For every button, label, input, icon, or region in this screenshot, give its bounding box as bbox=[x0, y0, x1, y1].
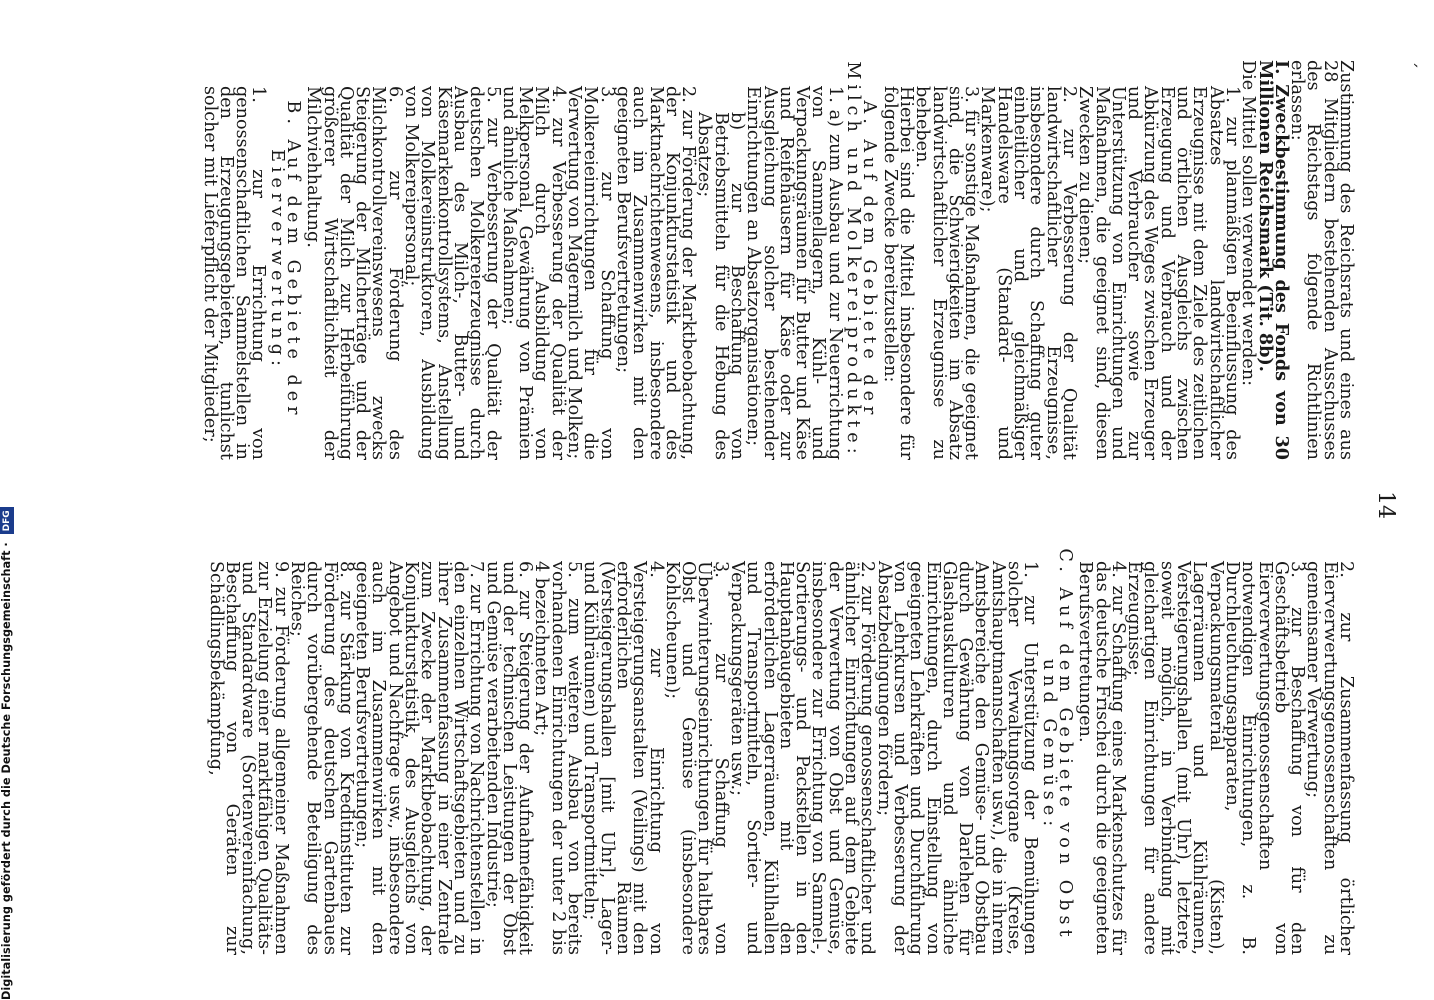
list-item: 8. zur Stärkung von Kreditinstituten zur Förderung des deutschen Gartenbaues durch vorübergehende Beteiligung des Reiches; bbox=[287, 561, 356, 955]
list-item: 3. für sonstige Maßnahmen, die geeignet sind, die Schwierigkeiten im Absatz landwirtschaftlicher Erzeugnisse zu beheben. bbox=[912, 86, 982, 460]
list-item: 4. zur Einrichtung von Versteigerungsanstalten (Veilings) mit den erforderlichen Räumen (Versteigerungshallen [mit Uhr], Lager- und Kühlräumen) und Transportmitteln; bbox=[580, 561, 666, 955]
list-item: 3. zur Schaffung von Molkereieinrichtungen für die Verwertung von Magermilch und Molken; bbox=[564, 86, 617, 460]
list-item: 2. zur Verbesserung der Qualität landwirtschaftlicher Erzeugnisse, insbesondere durch Schaffung guter einheitlicher und gleichmäßiger Handelsware (Standard- und Markenware); bbox=[977, 86, 1079, 460]
list-item: 1. zur Errichtung von genossenschaftlichen Sammelstellen in den Erzeugungsgebieten, tunlichst solcher mit Lieferpflicht der Mitglieder; bbox=[199, 86, 269, 460]
list-item: 2. zur Zusammenfassung örtlicher Eierverwertungsgenossenschaften zu gemeinsamer Verwertung; bbox=[1303, 561, 1356, 955]
dfg-logo: DFG bbox=[0, 507, 14, 534]
list-item: 9. zur Förderung allgemeiner Maßnahmen zur Erzielung einer marktfähigen Qualitäts- und Standardware (Sortenvereinfachung, Beschaffung von Geräten zur Schädlingsbekämpfung, bbox=[205, 561, 291, 955]
list-item: 6. zur Förderung des Milchkontrollvereinswesens zwecks Steigerung der Milcherträge und der Qualität der Milch zur Herbeiführung größerer Wirtschaftlichkeit der Milchviehhaltung. bbox=[303, 86, 405, 460]
list-item: 1. zur planmäßigen Beeinflussung des Absatzes landwirtschaftlicher Erzeugnisse mit dem Ziele des zeitlichen und örtlichen Ausgleichs zwischen Erzeugung und Verbrauch und der Abkürzung des Weges zwischen Erzeuger und Verbraucher sowie zur Unterstützung von Einrichtungen und Maßnahmen, die geeignet sind, diesen Zwecken zu dienen; bbox=[1075, 86, 1242, 460]
margin-mark: ˊ bbox=[1398, 60, 1419, 69]
list-item: 4. zur Schaffung eines Markenschutzes für das deutsche Frischei durch die geeigneten Berufsvertretungen. bbox=[1075, 561, 1128, 955]
list-item: b) zur Beschaffung von Betriebsmitteln für die Hebung des Absatzes; bbox=[694, 112, 748, 460]
paragraph: Die Mittel sollen verwendet werden: bbox=[1238, 60, 1259, 387]
subsection-heading: C. Auf dem Gebiete von Obst und Gemüse: bbox=[1038, 548, 1075, 942]
paragraph: Hierbei sind die Mittel insbesondere für folgende Zwecke bereitzustellen: bbox=[879, 86, 916, 460]
list-item: 3. zur Beschaffung von für den Geschäftsbetrieb von Eierverwertungsgenossenschaften notwendigen Einrichtungen, z. B. Durchleuchtungsapparaten, Verpackungsmaterial (Kisten), Lagerräumen und Kühlräumen, Versteigerungshallen (mit Uhr), letztere, soweit möglich, in Verbindung mit gleichartigen Einrichtungen für andere Erzeugnisse; bbox=[1124, 561, 1308, 955]
page-number: 14 bbox=[1373, 491, 1398, 519]
list-item: 6. zur Steigerung der Aufnahmefähigkeit und der technischen Leistungen der Obst und Gemüse verarbeitenden Industrie; bbox=[482, 561, 536, 955]
list-item: 2. zur Förderung der Marktbeobachtung, der Konjunkturstatistik und des Marktnachrichtenwesens, insbesondere auch im Zusammenwirken mit den geeigneten Berufsvertretungen; bbox=[612, 86, 699, 460]
paragraph: Zustimmung des Reichsrats und eines aus 28 Mitgliedern bestehenden Ausschusses des Reichstags folgende Richtlinien erlassen: bbox=[1287, 60, 1356, 460]
list-item: 5. zur Verbesserung der Qualität der deutschen Molkereierzeugnisse durch Ausbau des Milch-, Butter- und Käsemarkenkontrollsystems, Anstellung von Molkereiinstruktoren, Ausbildung von Molkereipersonal; bbox=[401, 86, 503, 460]
list-item: 1. zur Unterstützung der Bemühungen solcher Verwaltungsorgane (Kreise, Amtshauptmannschaften usw.), die in ihrem Amtsbereiche den Gemüse- und Obstbau durch Gewährung von Darlehen für Glashauskulturen und ähnliche Einrichtungen, durch Einstellung von geeigneten Lehrkräften und Durchführung von Lehrkursen und Verbesserung der Absatzbedingungen fördern; bbox=[873, 561, 1041, 955]
digitization-footer bbox=[0, 510, 18, 1000]
subsection-heading: B. Auf dem Gebiete der Eierverwertung: bbox=[266, 100, 303, 420]
subsection-heading: A. Auf dem Gebiete der Milch und Molkereiprodukte: bbox=[843, 61, 880, 459]
right-column bbox=[54, 535, 1354, 955]
list-item: 5. zum weiteren Ausbau von bereits vorhandenen Einrichtungen der unter 2 bis 4 bezeichneten Art; bbox=[531, 561, 585, 955]
footer-text: Digitalisierung gefördert durch die Deutsche Forschungsgemeinschaft · bbox=[0, 542, 13, 1000]
section-heading: I. Zweckbestimmung des Fonds von 30 Millionen Reichsmark (Tit. 8b). bbox=[1254, 60, 1292, 460]
list-item: 7. zur Errichtung von Nachrichtenstellen in den einzelnen Wirtschaftsgebieten und zu ihrer Zusammenfassung in einer Zentrale zum Zwecke der Marktbeobachtung, der Konjunkturstatistik, des Ausgleichs von Angebot und Nachfrage usw., insbesondere auch im Zusammenwirken mit den geeigneten Berufsvertretungen; bbox=[352, 561, 487, 955]
list-item: 4. zur Verbesserung der Qualität der Milch durch Ausbildung von Melkpersonal, Gewährung von Prämien und ähnliche Maßnahmen; bbox=[498, 86, 568, 460]
list-item: 1. a) zum Ausbau und zur Neuerrichtung von Sammellagern, Kühl- und Verpackungsräumen für Butter und Käse und Reifehäusern für Käse oder zur Ausgleichung solcher bestehender Einrichtungen an Absatzorganisationen; bbox=[743, 86, 845, 460]
left-column bbox=[54, 60, 1354, 460]
list-item: 3. zur Schaffung von Überwinterungseinrichtungen für haltbares Obst und Gemüse (insbesondere Kohlscheunen); bbox=[661, 561, 731, 955]
list-item: 2. zur Förderung genossenschaftlicher und ähnlicher Einrichtungen auf dem Gebiete der Verwertung von Obst und Gemüse, insbesondere zur Errichtung von Sammel-, Sortierungs- und Packstellen in den Hauptanbaugebieten mit den erforderlichen Lagerräumen, Kühlhallen und Transportmitteln, Sortier- und Verpackungsgeräten usw.; bbox=[727, 561, 878, 955]
